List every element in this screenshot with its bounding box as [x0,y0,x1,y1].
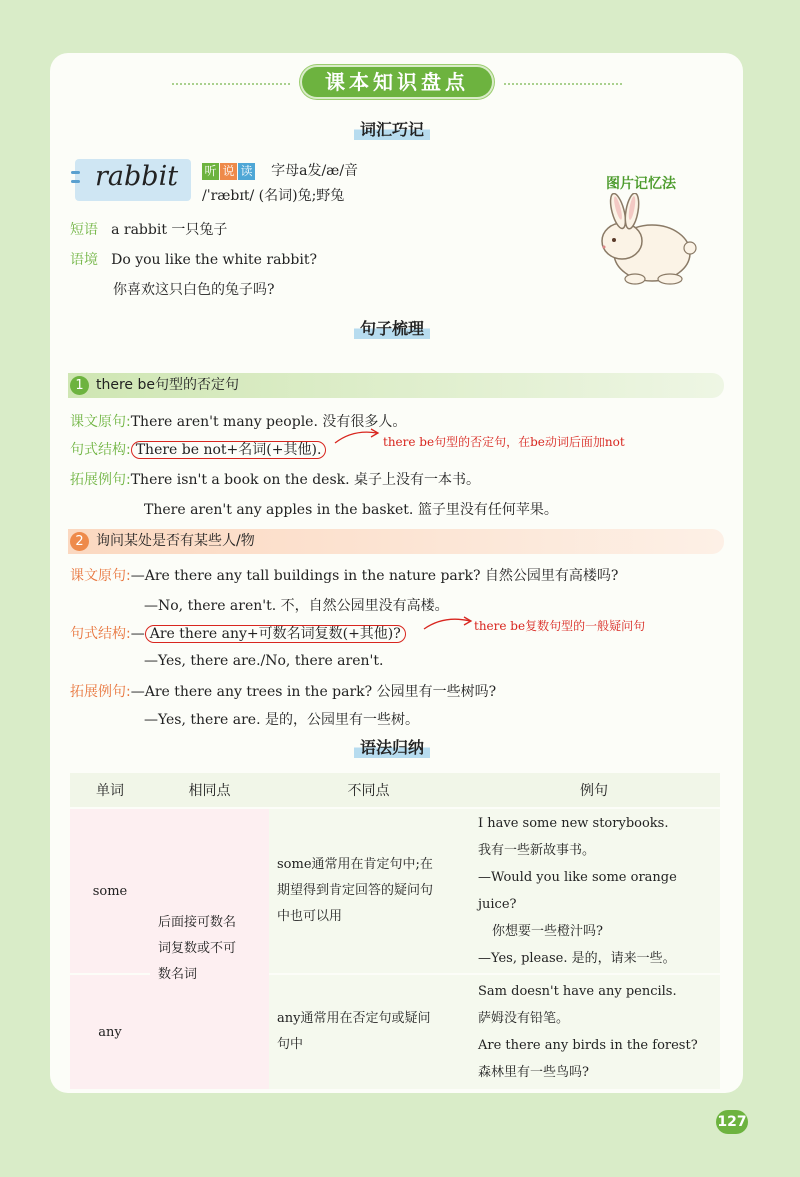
grammar-section-title: 语法归纳 [332,735,452,758]
tag-listen: 听 [202,163,219,180]
context-cn: 你喜欢这只白色的兔子吗? [113,282,275,298]
context-en: Do you like the white rabbit? [111,252,317,268]
s2-line6: —Yes, there are. 是的，公园里有一些树。 [144,712,419,728]
tag-speak: 说 [220,163,237,180]
any-diff-cell: any通常用在否定句或疑问 句中 [269,974,468,1089]
header-word: 单词 [70,773,150,808]
table-header-row [70,773,720,808]
point1-title: there be句型的否定句 [96,377,239,393]
grammar-table [70,773,720,1089]
memory-method-label: 图片记忆法 [606,176,676,192]
divider [504,83,622,85]
s1-line2: 句式结构: There be not+名词(+其他). [70,439,326,459]
phrase-text: a rabbit 一只兔子 [111,222,228,238]
page-card [50,53,743,1093]
context-row [70,249,317,269]
point2-title: 询问某处是否有某些人/物 [96,533,255,549]
s2-structure-highlight: Are there any+可数名词复数(+其他)? [145,625,406,643]
main-title-area [172,67,622,97]
header-diff: 不同点 [269,773,468,808]
page-title: 课本知识盘点 [302,67,492,97]
vocab-section-title: 词汇巧记 [332,117,452,140]
s2-line4: —Yes, there are./No, there aren't. [144,653,384,669]
s1-line3: 拓展例句:There isn't a book on the desk. 桌子上没有一本书。 [70,472,481,488]
s2-line2: —No, there aren't. 不，自然公园里没有高楼。 [144,598,449,614]
rabbit-illustration [590,193,700,293]
arrow-icon [333,425,381,445]
word-any: any [70,974,150,1089]
s2-line1: 课文原句:—Are there any tall buildings in the nature park? 自然公园里有高楼吗? [70,568,619,584]
context-label: 语境 [70,252,98,268]
point1-number: 1 [70,376,89,395]
s1-line4: There aren't any apples in the basket. 篮子里没有任何苹果。 [144,502,558,518]
some-example-cell: I have some new storybooks. 我有一些新故事书。 —Would you like some orange juice? 你想要一些橙汁吗? —Yes, please. 是的，请来一些。 [468,808,720,974]
letter-rule: 字母a发/æ/音 [271,163,359,179]
phrase-label: 短语 [70,222,98,238]
common-cell: 后面接可数名 词复数或不可 数名词 [150,808,269,1089]
point2-number: 2 [70,532,89,551]
s2-note: there be复数句型的一般疑问句 [474,619,646,633]
arrow-icon [422,613,474,633]
s1-line1: 课文原句:There aren't many people. 没有很多人。 [70,414,407,430]
word-some: some [70,808,150,974]
some-diff-cell: some通常用在肯定句中;在 期望得到肯定回答的疑问句 中也可以用 [269,808,468,974]
divider [172,83,290,85]
s2-line5: 拓展例句:—Are there any trees in the park? 公园里有一些树吗? [70,684,497,700]
skill-tags [202,160,358,180]
header-example: 例句 [468,773,720,808]
s1-structure-highlight: There be not+名词(+其他). [131,441,327,459]
phrase-row [70,219,227,239]
s2-line3: 句式结构:— Are there any+可数名词复数(+其他)? [70,623,406,643]
header-same: 相同点 [150,773,269,808]
tag-read: 读 [238,163,255,180]
vocab-word: rabbit [95,161,179,192]
page-number: 127 [716,1110,748,1134]
point1-bar [68,373,724,398]
sentences-section-title: 句子梳理 [332,316,452,339]
any-example-cell: Sam doesn't have any pencils. 萨姆没有铅笔。 Are there any birds in the forest? 森林里有一些鸟吗? [468,974,720,1089]
word-card [75,159,191,201]
table-row [70,808,720,974]
s1-note: there be句型的否定句，在be动词后面加not [383,435,625,449]
phonetic: /ˈræbɪt/ (名词)兔;野兔 [202,188,345,204]
point2-bar [68,529,724,554]
